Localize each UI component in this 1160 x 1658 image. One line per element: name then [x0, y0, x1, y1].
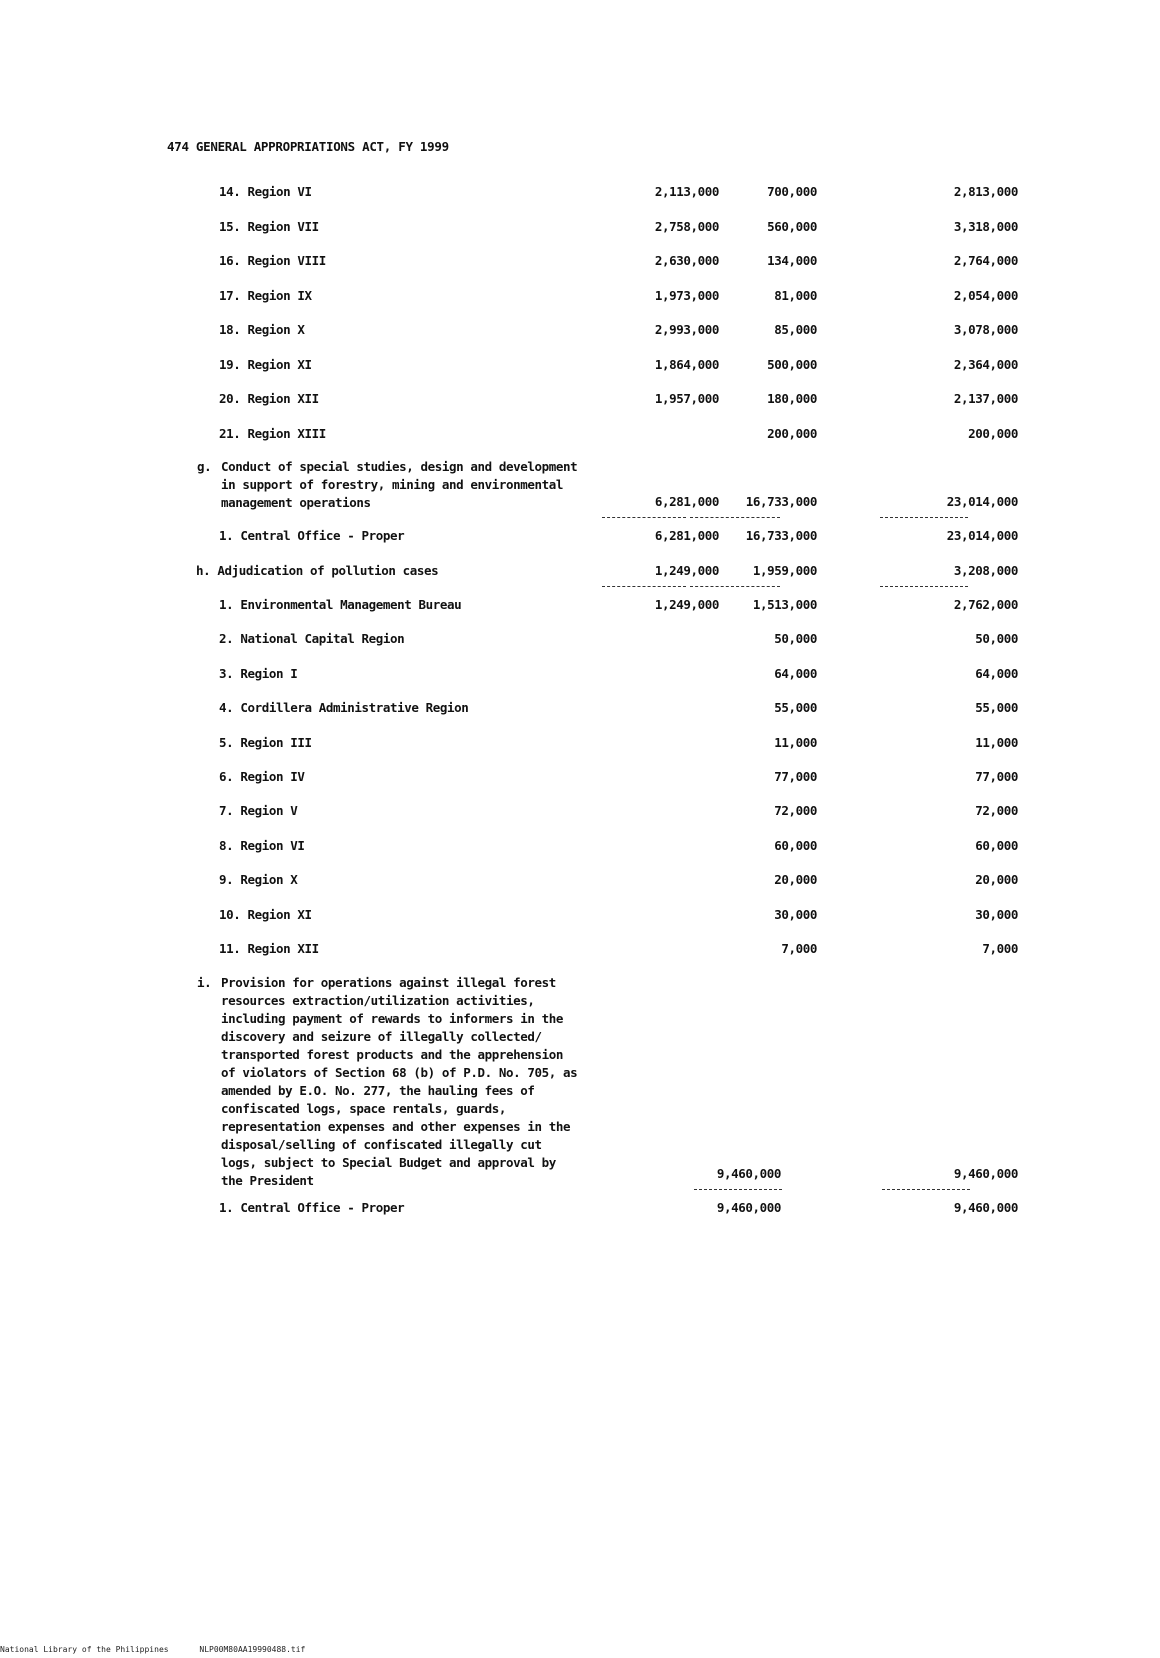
item-g-mooe: 16,733,000: [745, 494, 817, 509]
row-total: 2,137,000: [953, 391, 1018, 406]
table-row: [0, 907, 1160, 927]
row-ps: 2,630,000: [654, 253, 719, 268]
item-g-amounts: [0, 494, 1160, 514]
separator-rule: [602, 517, 686, 518]
item-h-mooe: 1,959,000: [752, 563, 817, 578]
row-label: 1. Central Office - Proper: [219, 528, 405, 543]
row-total: 2,813,000: [953, 184, 1018, 199]
row-mooe: 500,000: [767, 356, 817, 372]
item-i-mooe: 9,460,000: [716, 1166, 781, 1181]
footer-filename: NLP00M80AA19990488.tif: [199, 1645, 306, 1654]
item-h-label: h. Adjudication of pollution cases: [196, 563, 439, 578]
page-header: 474 GENERAL APPROPRIATIONS ACT, FY 1999: [167, 139, 449, 154]
item-g-line: in support of forestry, mining and environmental: [221, 477, 564, 492]
row-ps: 2,758,000: [654, 218, 719, 234]
row-ps: 6,281,000: [654, 528, 719, 543]
row-total: 2,054,000: [953, 287, 1018, 303]
row-mooe: 20,000: [774, 872, 817, 888]
item-i-amounts: [0, 1166, 1160, 1186]
row-total: 30,000: [975, 906, 1018, 922]
row-ps: 1,864,000: [654, 356, 719, 372]
row-total: 7,000: [982, 941, 1018, 956]
table-row: [0, 184, 1160, 204]
row-total: 64,000: [975, 665, 1018, 681]
item-i-line: transported forest products and the apprehension: [221, 1047, 564, 1062]
row-total: 2,762,000: [953, 597, 1018, 612]
row-label: 17. Region IX: [219, 287, 312, 303]
row-ps: 1,957,000: [654, 391, 719, 406]
row-mooe: 16,733,000: [745, 528, 817, 543]
footer-library: National Library of the Philippines: [0, 1645, 169, 1654]
row-total: 9,460,000: [953, 1200, 1018, 1215]
row-mooe: 7,000: [781, 941, 817, 956]
table-row: [0, 666, 1160, 686]
row-label: 2. National Capital Region: [219, 631, 405, 647]
row-mooe: 30,000: [774, 906, 817, 922]
separator-rule: [694, 1189, 782, 1190]
row-total: 2,364,000: [953, 356, 1018, 372]
row-label: 15. Region VII: [219, 218, 319, 234]
row-label: 11. Region XII: [219, 941, 319, 956]
row-label: 10. Region XI: [219, 906, 312, 922]
row-label: 8. Region VI: [219, 837, 305, 853]
row-total: 50,000: [975, 631, 1018, 647]
table-row: [0, 700, 1160, 720]
item-g-line: management operations: [221, 495, 371, 510]
table-row: [0, 597, 1160, 617]
row-ps: 1,973,000: [654, 287, 719, 303]
row-mooe: 60,000: [774, 837, 817, 853]
item-i-line: discovery and seizure of illegally collected/: [221, 1029, 542, 1044]
table-row: [0, 803, 1160, 823]
row-mooe: 55,000: [774, 700, 817, 716]
row-total: 3,318,000: [953, 218, 1018, 234]
row-mooe: 1,513,000: [752, 597, 817, 612]
row-label: 4. Cordillera Administrative Region: [219, 700, 469, 716]
row-label: 18. Region X: [219, 322, 305, 337]
row-mooe: 72,000: [774, 803, 817, 819]
item-i-central-office-row: [0, 1200, 1160, 1220]
table-row: [0, 426, 1160, 446]
item-g-marker: g.: [197, 459, 212, 474]
item-i-line: resources extraction/utilization activities,: [221, 993, 535, 1008]
item-h-ps: 1,249,000: [654, 563, 719, 578]
row-total: 2,764,000: [953, 253, 1018, 268]
row-total: 72,000: [975, 803, 1018, 819]
row-total: 3,078,000: [953, 322, 1018, 337]
table-row: [0, 735, 1160, 755]
row-mooe: 134,000: [767, 253, 817, 268]
row-total: 55,000: [975, 700, 1018, 716]
separator-rule: [602, 586, 686, 587]
item-i-line: disposal/selling of confiscated illegally cut: [221, 1137, 542, 1152]
row-total: 23,014,000: [946, 528, 1018, 543]
item-i-line: including payment of rewards to informers in the: [221, 1011, 564, 1026]
row-mooe: 11,000: [774, 734, 817, 750]
row-label: 14. Region VI: [219, 184, 312, 199]
table-row: [0, 219, 1160, 239]
row-mooe: 77,000: [774, 769, 817, 784]
separator-rule: [880, 586, 968, 587]
item-g-central-office-row: [0, 528, 1160, 548]
row-total: 77,000: [975, 769, 1018, 784]
table-row: [0, 838, 1160, 858]
table-row: [0, 253, 1160, 273]
row-label: 5. Region III: [219, 734, 312, 750]
row-ps: 2,113,000: [654, 184, 719, 199]
item-i-marker: i.: [197, 975, 212, 990]
row-label: 19. Region XI: [219, 356, 312, 372]
table-row: [0, 631, 1160, 651]
item-h-row: [0, 563, 1160, 583]
row-ps: 1,249,000: [654, 597, 719, 612]
row-label: 20. Region XII: [219, 391, 319, 406]
table-row: [0, 391, 1160, 411]
row-total: 11,000: [975, 734, 1018, 750]
separator-rule: [882, 1189, 970, 1190]
item-h-total: 3,208,000: [953, 563, 1018, 578]
item-i-line: Provision for operations against illegal forest: [221, 975, 556, 990]
row-label: 7. Region V: [219, 803, 298, 819]
item-i-description: [197, 974, 578, 1190]
row-label: 3. Region I: [219, 665, 298, 681]
row-mooe: 85,000: [774, 322, 817, 337]
row-mooe: 700,000: [767, 184, 817, 199]
row-mooe: 180,000: [767, 391, 817, 406]
row-mooe: 64,000: [774, 665, 817, 681]
item-i-total: 9,460,000: [953, 1166, 1018, 1181]
item-i-line: confiscated logs, space rentals, guards,: [221, 1101, 507, 1116]
row-ps: 2,993,000: [654, 322, 719, 337]
row-label: 1. Environmental Management Bureau: [219, 597, 462, 612]
table-row: [0, 322, 1160, 342]
table-row: [0, 288, 1160, 308]
item-g-total: 23,014,000: [946, 494, 1018, 509]
row-label: 9. Region X: [219, 872, 298, 888]
row-label: 6. Region IV: [219, 769, 305, 784]
row-label: 16. Region VIII: [219, 253, 326, 268]
table-row: [0, 769, 1160, 789]
row-label: 21. Region XIII: [219, 425, 326, 441]
row-mooe: 560,000: [767, 218, 817, 234]
table-row: [0, 357, 1160, 377]
row-total: 200,000: [968, 425, 1018, 441]
item-i-line: representation expenses and other expenses in the: [221, 1119, 571, 1134]
row-mooe: 81,000: [774, 287, 817, 303]
item-i-line: the President: [221, 1173, 314, 1188]
separator-rule: [690, 517, 780, 518]
item-g-line: Conduct of special studies, design and development: [221, 459, 578, 474]
table-row: [0, 872, 1160, 892]
row-mooe: 9,460,000: [716, 1200, 781, 1215]
item-g-ps: 6,281,000: [654, 494, 719, 509]
row-mooe: 50,000: [774, 631, 817, 647]
item-i-line: logs, subject to Special Budget and approval by: [221, 1155, 556, 1170]
separator-rule: [880, 517, 968, 518]
scan-footer: [0, 1645, 331, 1654]
item-i-line: amended by E.O. No. 277, the hauling fees of: [221, 1083, 535, 1098]
table-row: [0, 941, 1160, 961]
item-i-line: of violators of Section 68 (b) of P.D. No. 705, as: [221, 1065, 578, 1080]
row-total: 20,000: [975, 872, 1018, 888]
row-label: 1. Central Office - Proper: [219, 1200, 405, 1215]
row-total: 60,000: [975, 837, 1018, 853]
row-mooe: 200,000: [767, 425, 817, 441]
separator-rule: [690, 586, 780, 587]
